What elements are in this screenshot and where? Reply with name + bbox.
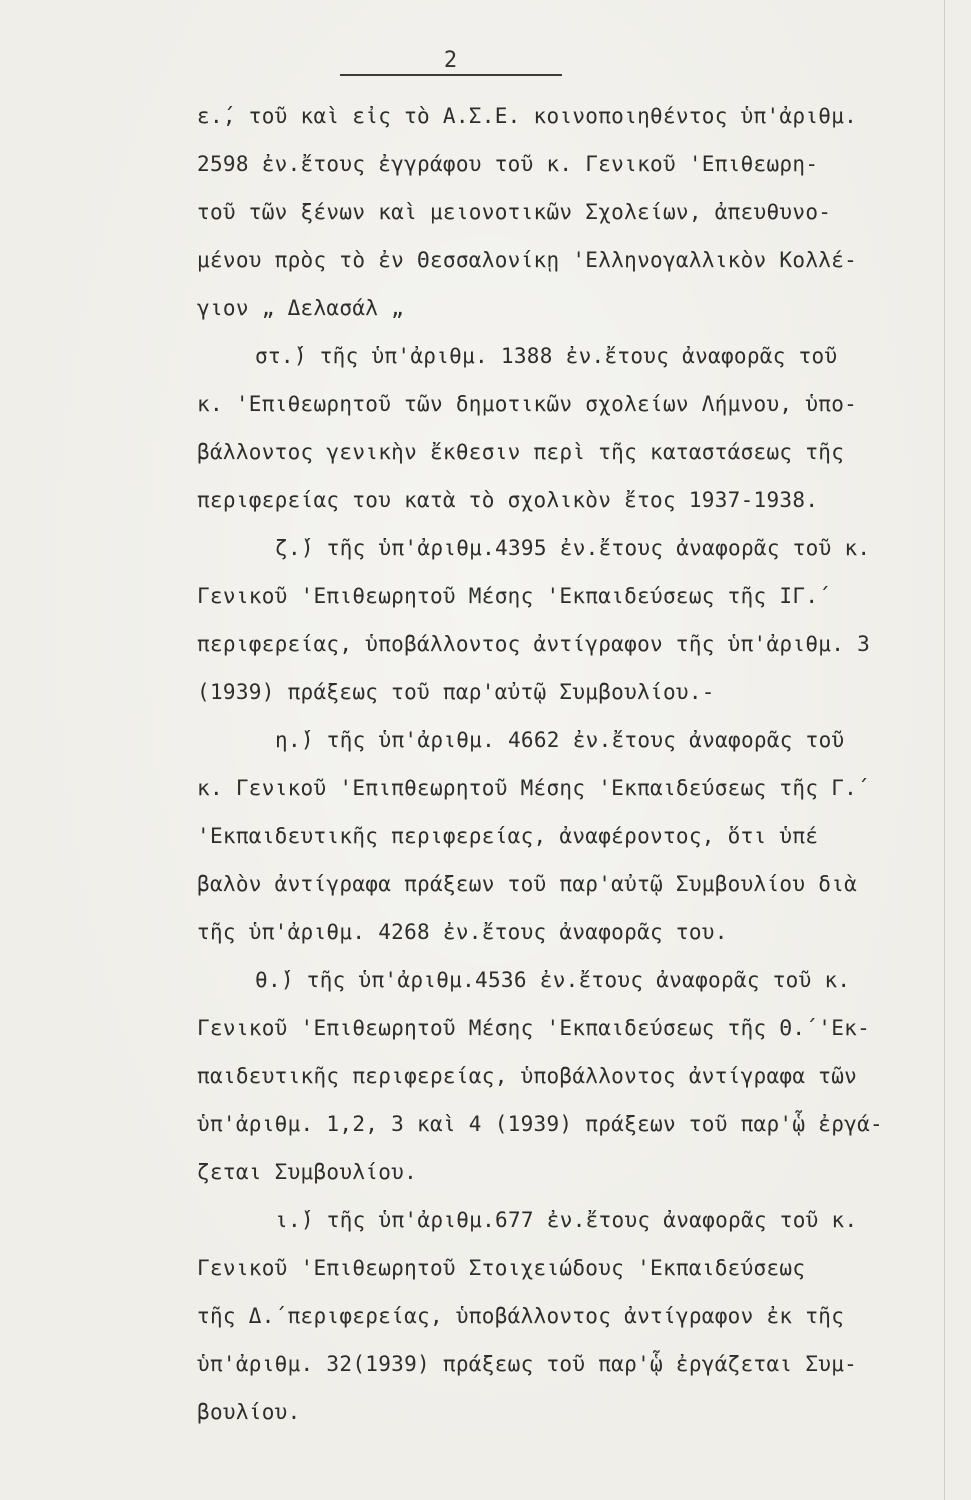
text-line: περιφερείας, ὑποβάλλοντος ἀντίγραφον τῆς ὑπ'ἀριθμ. 3 <box>197 632 871 656</box>
page-number-rule <box>340 74 562 76</box>
text-line: ὑπ'ἀριθμ. 1,2, 3 καὶ 4 (1939) πράξεων τοῦ παρ'ᾧ ἐργά- <box>197 1112 883 1136</box>
text-line: ὑπ'ἀριθμ. 32(1939) πράξεως τοῦ παρ'ᾧ ἐργάζεται Συμ- <box>197 1352 858 1376</box>
text-line: γιον „ Δελασάλ „ <box>197 296 405 320</box>
text-line: ζεται Συμβουλίου. <box>197 1160 418 1184</box>
text-line: θ.́) τῆς ὑπ'ἀριθμ.4536 ἐν.ἔτους ἀναφορᾶς τοῦ κ. <box>255 968 851 992</box>
text-line: ε.́, τοῦ καὶ εἰς τὸ Α.Σ.Ε. κοινοποιηθέντος ὑπ'ἀριθμ. <box>197 104 858 128</box>
page-edge-line <box>944 0 945 1500</box>
text-line: τοῦ τῶν ξένων καὶ μειονοτικῶν Σχολείων, ἀπευθυνο- <box>197 200 832 224</box>
text-line: (1939) πράξεως τοῦ παρ'αὐτῷ Συμβουλίου.- <box>197 680 715 704</box>
text-line: βάλλοντος γενικὴν ἔκθεσιν περὶ τῆς καταστάσεως τῆς <box>197 440 845 464</box>
text-line: η.́) τῆς ὑπ'ἀριθμ. 4662 ἐν.ἔτους ἀναφορᾶς τοῦ <box>275 728 845 752</box>
text-line: Γενικοῦ 'Επιθεωρητοῦ Μέσης 'Εκπαιδεύσεως τῆς ΙΓ.́ <box>197 584 819 608</box>
typed-text-block <box>197 92 937 1436</box>
text-line: 2598 ἐν.ἔτους ἐγγράφου τοῦ κ. Γενικοῦ 'Επιθεωρη- <box>197 152 819 176</box>
page-number: 2 <box>443 48 459 73</box>
text-line: περιφερείας του κατὰ τὸ σχολικὸν ἔτος 1937-1938. <box>197 488 819 512</box>
text-line: στ.́) τῆς ὑπ'ἀριθμ. 1388 ἐν.ἔτους ἀναφορᾶς τοῦ <box>255 344 838 368</box>
text-line: βαλὸν ἀντίγραφα πράξεων τοῦ παρ'αὐτῷ Συμβουλίου διὰ <box>197 872 858 896</box>
text-line: κ. 'Επιθεωρητοῦ τῶν δημοτικῶν σχολείων Λήμνου, ὑπο- <box>197 392 858 416</box>
text-line: κ. Γενικοῦ 'Επιπθεωρητοῦ Μέσης 'Εκπαιδεύσεως τῆς Γ.́ <box>197 776 858 800</box>
text-line: τῆς ὑπ'ἀριθμ. 4268 ἐν.ἔτους ἀναφορᾶς του. <box>197 920 728 944</box>
text-line: μένου πρὸς τὸ ἐν Θεσσαλονίκῃ 'Ελληνογαλλικὸν Κολλέ- <box>197 248 858 272</box>
text-line: ζ.́) τῆς ὑπ'ἀριθμ.4395 ἐν.ἔτους ἀναφορᾶς τοῦ κ. <box>275 536 871 560</box>
text-line: 'Εκπαιδευτικῆς περιφερείας, ἀναφέροντος, ὅτι ὑπέ <box>197 824 819 848</box>
text-line: τῆς Δ.́ περιφερείας, ὑποβάλλοντος ἀντίγραφον ἐκ τῆς <box>197 1304 845 1328</box>
text-line: Γενικοῦ 'Επιθεωρητοῦ Στοιχειώδους 'Εκπαιδεύσεως <box>197 1256 806 1280</box>
text-line: ι.́) τῆς ὑπ'ἀριθμ.677 ἐν.ἔτους ἀναφορᾶς τοῦ κ. <box>275 1208 858 1232</box>
text-line: βουλίου. <box>197 1400 301 1424</box>
text-line: Γενικοῦ 'Επιθεωρητοῦ Μέσης 'Εκπαιδεύσεως τῆς Θ.́ 'Εκ- <box>197 1016 871 1040</box>
text-line: παιδευτικῆς περιφερείας, ὑποβάλλοντος ἀντίγραφα τῶν <box>197 1064 858 1088</box>
